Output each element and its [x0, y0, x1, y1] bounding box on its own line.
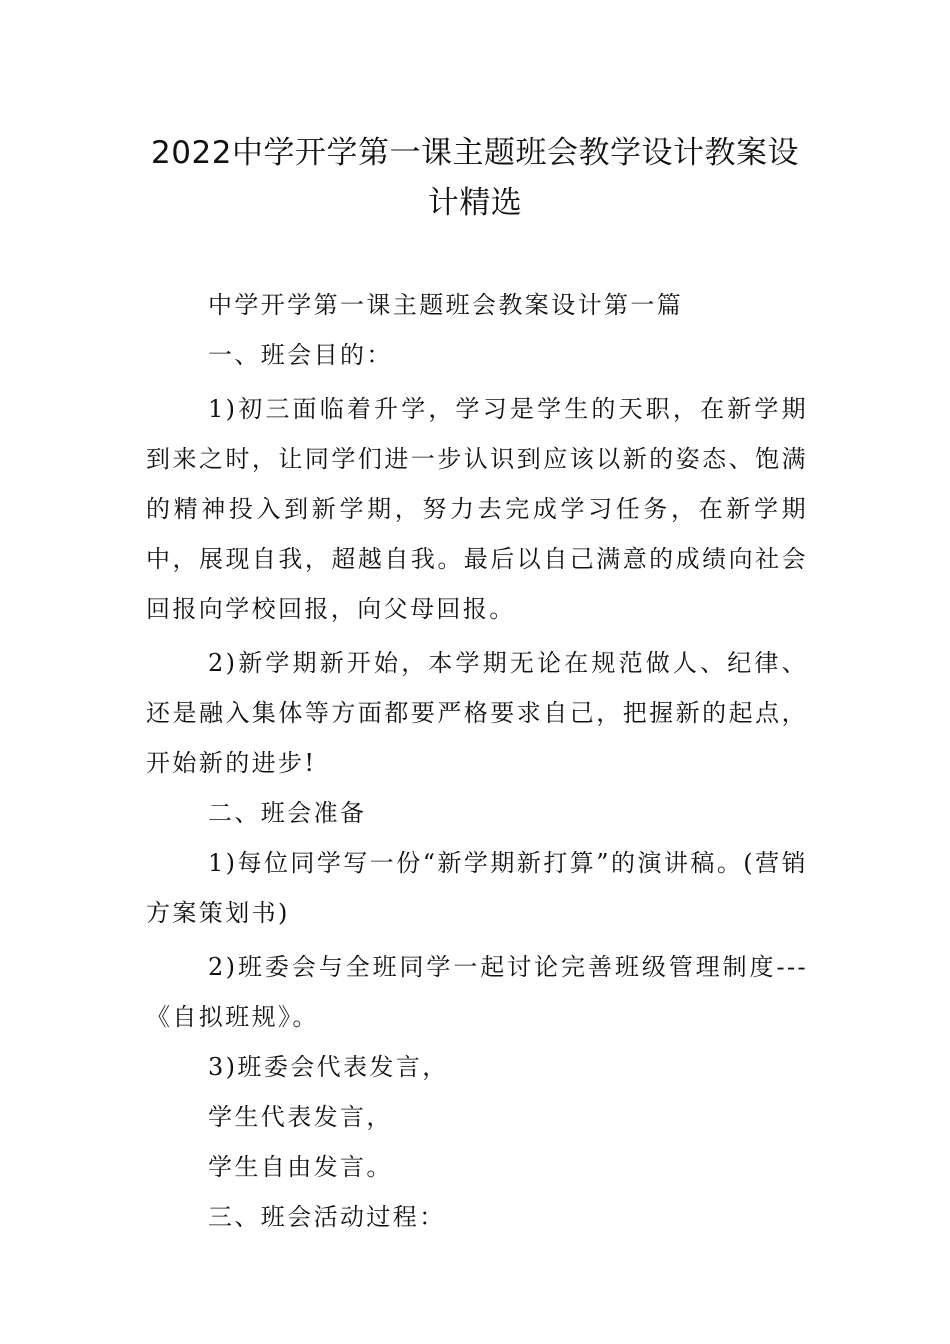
body-paragraph: 2)新学期新开始，本学期无论在规范做人、纪律、还是融入集体等方面都要严格要求自己，把握新的起点，开始新的进步! [146, 649, 808, 777]
section-heading: 中学开学第一课主题班会教案设计第一篇 [208, 291, 684, 319]
document-title: 2022中学开学第一课主题班会教学设计教案设计精选 [151, 135, 799, 221]
section-heading: 一、班会目的： [208, 341, 393, 369]
body-paragraph: 1)初三面临着升学，学习是学生的天职，在新学期到来之时，让同学们进一步认识到应该以新的姿态、饱满的精神投入到新学期，努力去完成学习任务，在新学期中，展现自我，超越自我。最后以自己满意的成绩向社会回报向学校回报，向父母回报。 [146, 395, 808, 623]
body-paragraph: 1)每位同学写一份“新学期新打算”的演讲稿。(营销方案策划书) [146, 849, 808, 927]
body-paragraph: 学生代表发言， [208, 1103, 393, 1131]
document-body [146, 280, 808, 1242]
body-paragraph: 学生自由发言。 [208, 1153, 393, 1181]
section-heading: 二、班会准备 [208, 799, 367, 827]
body-paragraph: 3)班委会代表发言， [208, 1053, 449, 1081]
body-paragraph: 2)班委会与全班同学一起讨论完善班级管理制度---《自拟班规》。 [146, 953, 808, 1031]
section-heading: 三、班会活动过程： [208, 1203, 446, 1231]
